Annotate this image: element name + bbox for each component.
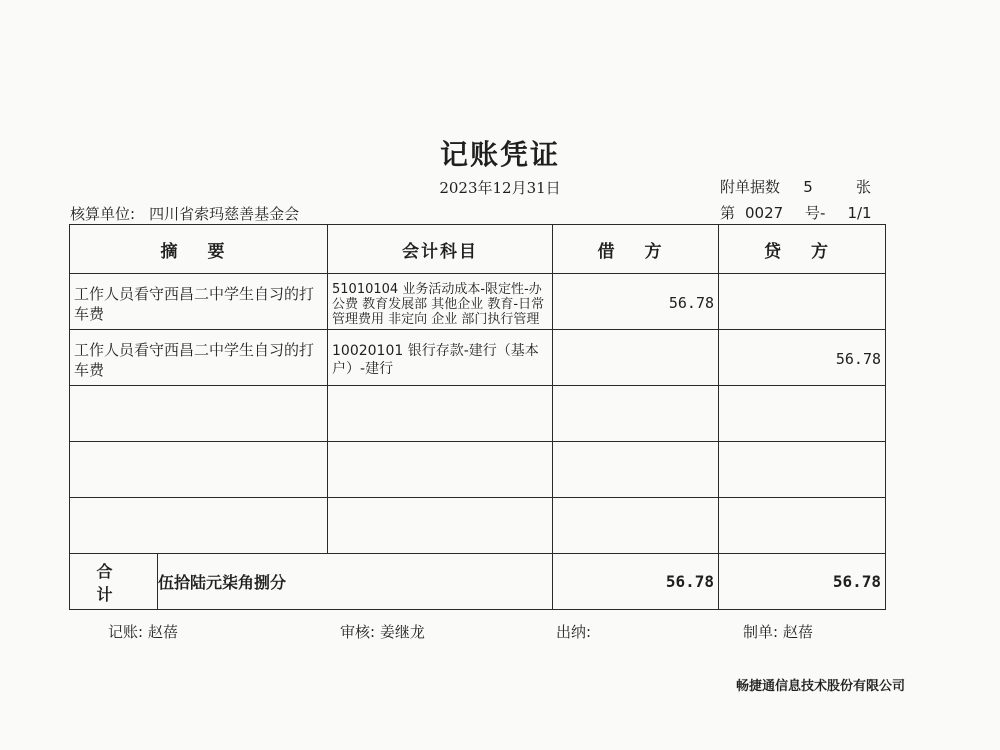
accounting-unit-label: 核算单位: bbox=[70, 205, 136, 223]
row-debit bbox=[553, 330, 719, 386]
table-row bbox=[70, 330, 886, 386]
row-debit bbox=[553, 274, 719, 330]
row-credit-text bbox=[719, 274, 885, 294]
row-account-text: 10020101 银行存款-建行（基本户）-建行 bbox=[332, 343, 539, 377]
voucher-title: 记账凭证 bbox=[439, 138, 560, 171]
attachment-count bbox=[720, 176, 871, 197]
row-credit-text: 56.78 bbox=[835, 350, 882, 368]
attachment-number: 5 bbox=[803, 178, 813, 196]
row-debit-text: 56.78 bbox=[668, 294, 715, 312]
row-credit bbox=[719, 330, 886, 386]
header-debit: 借 方 bbox=[553, 225, 719, 274]
row-account bbox=[328, 330, 553, 386]
reviewer: 审核: 姜继龙 bbox=[340, 623, 425, 641]
row-summary bbox=[70, 274, 328, 330]
voucher-table bbox=[69, 224, 886, 610]
accounting-unit bbox=[70, 203, 299, 224]
header-summary: 摘 要 bbox=[70, 225, 328, 274]
voucher-suffix: 号- bbox=[805, 204, 826, 222]
preparer: 制单: 赵蓓 bbox=[743, 623, 813, 641]
total-credit: 56.78 bbox=[719, 554, 886, 610]
total-row bbox=[70, 554, 886, 610]
bookkeeper: 记账: 赵蓓 bbox=[108, 623, 178, 641]
software-company: 畅捷通信息技术股份有限公司 bbox=[736, 679, 906, 694]
row-account bbox=[328, 274, 553, 330]
accounting-unit-value: 四川省索玛慈善基金会 bbox=[149, 205, 300, 223]
attachment-label: 附单据数 bbox=[720, 178, 781, 196]
row-summary bbox=[70, 330, 328, 386]
voucher-number-value: 0027 bbox=[745, 204, 784, 222]
row-credit bbox=[719, 274, 886, 330]
total-label: 合 计 bbox=[70, 554, 158, 610]
row-summary-text: 工作人员看守西昌二中学生自习的打车费 bbox=[74, 341, 315, 379]
row-debit-text bbox=[553, 330, 718, 350]
attachment-unit: 张 bbox=[856, 178, 872, 196]
table-header bbox=[70, 225, 886, 274]
row-account-text: 51010104 业务活动成本-限定性-办公费 教育发展部 其他企业 教育-日常管理费用 非定向 企业 部门执行管理 bbox=[332, 282, 545, 327]
empty-row bbox=[70, 498, 886, 554]
empty-row bbox=[70, 442, 886, 498]
voucher-date: 2023年12月31日 bbox=[439, 179, 561, 197]
total-debit: 56.78 bbox=[553, 554, 719, 610]
table-row bbox=[70, 274, 886, 330]
header-credit: 贷 方 bbox=[719, 225, 886, 274]
voucher-number bbox=[720, 202, 872, 223]
cashier: 出纳: bbox=[556, 623, 592, 641]
voucher-page: 1/1 bbox=[847, 204, 872, 222]
total-amount-words: 伍拾陆元柒角捌分 bbox=[158, 554, 553, 610]
voucher-prefix: 第 bbox=[720, 204, 736, 222]
header-account: 会计科目 bbox=[328, 225, 553, 274]
row-summary-text: 工作人员看守西昌二中学生自习的打车费 bbox=[74, 285, 315, 323]
empty-row bbox=[70, 386, 886, 442]
